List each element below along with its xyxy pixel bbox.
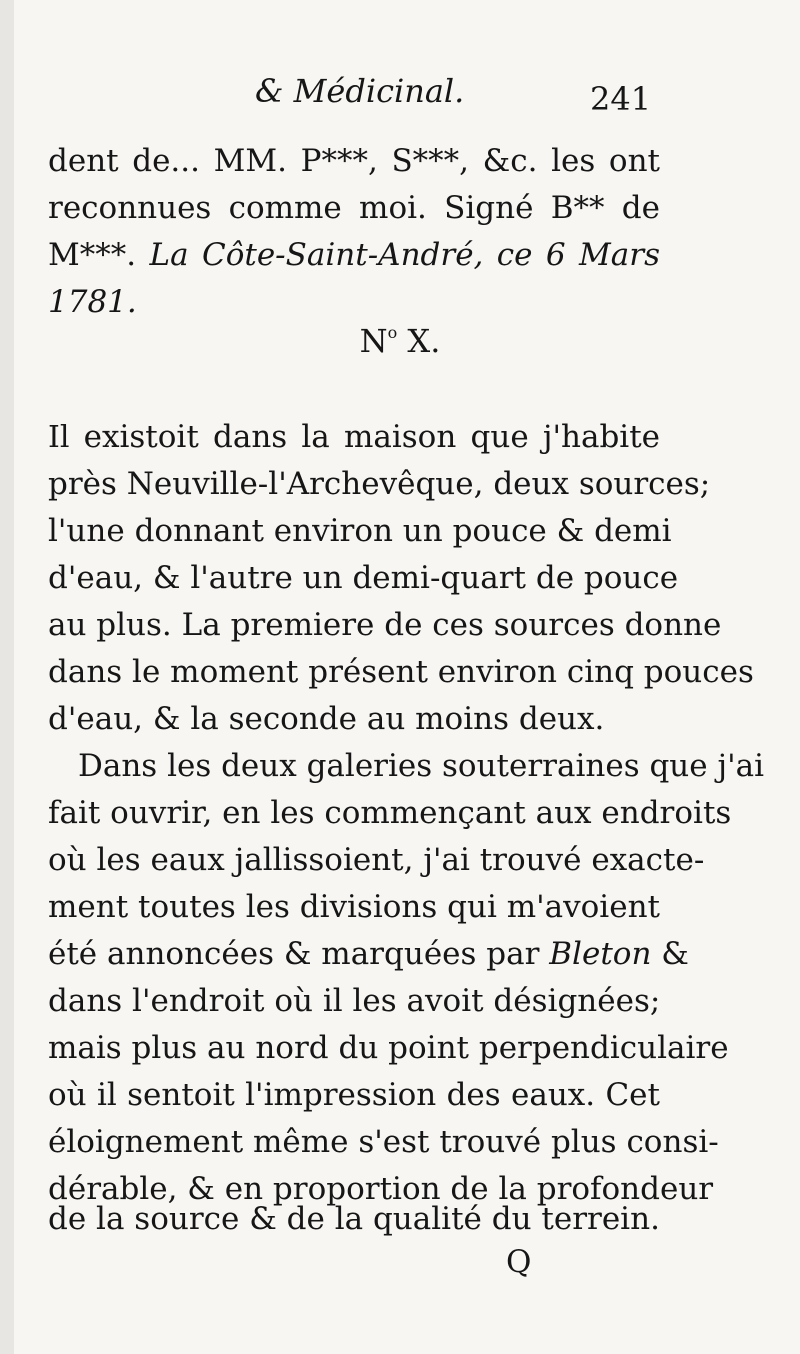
text-line <box>48 418 660 457</box>
text-line: dérable, & en proportion de la profondeur <box>48 1171 714 1207</box>
text-line: dent de... MM. P***, S***, &c. les ont <box>48 143 660 179</box>
signature-location: La Côte-Saint-André, ce 6 Mars <box>149 237 660 273</box>
heading-number: X. <box>407 322 441 360</box>
text-line: mais plus au nord du point perpendiculaire <box>48 1030 729 1066</box>
text-fragment: existoit dans la maison que j'habite <box>83 419 661 455</box>
text-fragment: reconnues comme moi. Signé B** de <box>48 190 660 226</box>
text-line: de la source & de la qualité du terrein. <box>48 1201 660 1237</box>
text-line <box>48 935 689 973</box>
text-fragment: & <box>661 936 689 972</box>
text-line-year: 1781. <box>48 284 137 320</box>
catchword: Q <box>506 1244 532 1280</box>
running-title: & Médicinal. <box>255 72 465 110</box>
text-line: l'une donnant environ un pouce & demi <box>48 513 672 549</box>
text-line: près Neuville-l'Archevêque, deux sources; <box>48 466 711 502</box>
text-line: Dans les deux galeries souterraines que j'ai <box>78 748 764 784</box>
section-heading <box>0 322 800 360</box>
text-line: au plus. La premiere de ces sources donne <box>48 607 722 643</box>
heading-no: N <box>359 322 388 360</box>
text-line: d'eau, & l'autre un demi-quart de pouce <box>48 560 679 596</box>
text-fragment: été annoncées & marquées par <box>48 936 540 972</box>
text-line: éloignement même s'est trouvé plus consi- <box>48 1124 719 1160</box>
text-line: dans le moment présent environ cinq pouces <box>48 654 754 690</box>
page-edge-shadow <box>0 0 14 1354</box>
heading-no-sup: o <box>387 323 398 342</box>
text-line: dans l'endroit où il les avoit désignées; <box>48 983 661 1019</box>
name-bleton: Bleton <box>549 936 652 972</box>
initial-word: Il <box>48 420 70 455</box>
text-line: d'eau, & la seconde au moins deux. <box>48 701 605 737</box>
running-head <box>0 62 800 122</box>
text-line: où les eaux jallissoient, j'ai trouvé exacte- <box>48 842 705 878</box>
text-line <box>48 189 660 227</box>
page-number: 241 <box>590 80 652 118</box>
text-line: fait ouvrir, en les commençant aux endroits <box>48 795 732 831</box>
text-line: ment toutes les divisions qui m'avoient <box>48 889 660 925</box>
text-line <box>48 236 660 274</box>
text-fragment: M***. <box>48 237 137 273</box>
text-line: où il sentoit l'impression des eaux. Cet <box>48 1077 660 1113</box>
